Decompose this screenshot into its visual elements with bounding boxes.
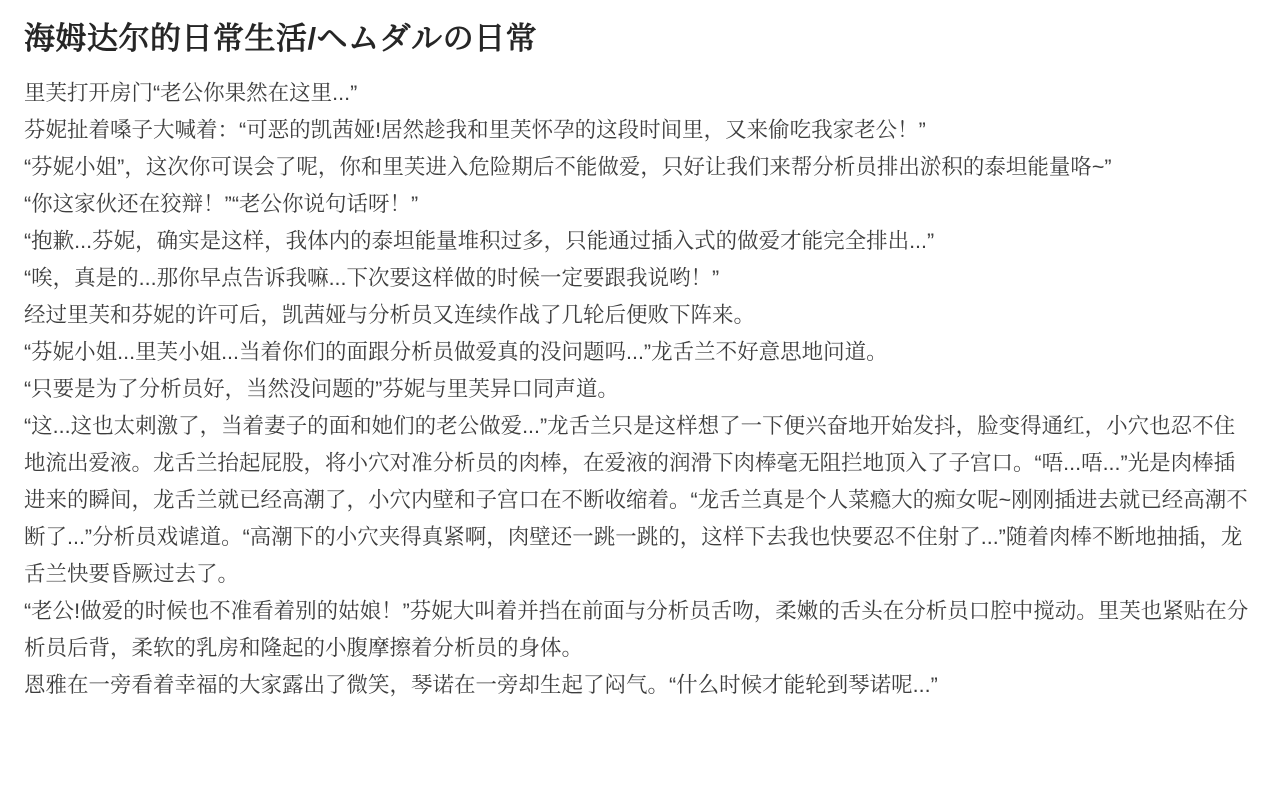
paragraph: “抱歉...芬妮，确实是这样，我体内的泰坦能量堆积过多，只能通过插入式的做爱才能完全排出...”: [24, 228, 935, 253]
paragraph: “芬妮小姐...里芙小姐...当着你们的面跟分析员做爱真的没问题吗...”龙舌兰不好意思地问道。: [24, 339, 888, 364]
paragraph: 经过里芙和芬妮的许可后，凯茜娅与分析员又连续作战了几轮后便败下阵来。: [24, 302, 756, 327]
page-title: 海姆达尔的日常生活/ヘムダルの日常: [24, 21, 538, 56]
paragraph: “你这家伙还在狡辩！”“老公你说句话呀！”: [24, 191, 419, 216]
paragraph: “唉，真是的...那你早点告诉我嘛...下次要这样做的时候一定要跟我说哟！”: [24, 265, 720, 290]
document-body: [24, 75, 1256, 704]
paragraph: 恩雅在一旁看着幸福的大家露出了微笑，琴诺在一旁却生起了闷气。“什么时候才能轮到琴诺呢...”: [24, 672, 938, 697]
paragraph: “老公!做爱的时候也不准看着别的姑娘！”芬妮大叫着并挡在前面与分析员舌吻，柔嫩的舌头在分析员口腔中搅动。里芙也紧贴在分析员后背，柔软的乳房和隆起的小腹摩擦着分析员的身体。: [24, 598, 1249, 660]
paragraph: “芬妮小姐”，这次你可误会了呢，你和里芙进入危险期后不能做爱，只好让我们来帮分析员排出淤积的泰坦能量咯~”: [24, 154, 1112, 179]
paragraph: 里芙打开房门“老公你果然在这里...”: [24, 80, 358, 105]
paragraph: “只要是为了分析员好，当然没问题的”芬妮与里芙异口同声道。: [24, 376, 619, 401]
paragraph: 芬妮扯着嗓子大喊着：“可恶的凯茜娅!居然趁我和里芙怀孕的这段时间里，又来偷吃我家老公！”: [24, 117, 926, 142]
paragraph: “这...这也太刺激了，当着妻子的面和她们的老公做爱...”龙舌兰只是这样想了一下便兴奋地开始发抖，脸变得通红，小穴也忍不住地流出爱液。龙舌兰抬起屁股，将小穴对准分析员的肉棒，在爱液的润滑下肉棒毫无阻拦地顶入了子宫口。“唔...唔...”光是肉棒插进来的瞬间，龙舌兰就已经高潮了，小穴内壁和子宫口在不断收缩着。“龙舌兰真是个人菜瘾大的痴女呢~刚刚插进去就已经高潮不断了...”分析员戏谑道。“高潮下的小穴夹得真紧啊，肉壁还一跳一跳的，这样下去我也快要忍不住射了...”随着肉棒不断地抽插，龙舌兰快要昏厥过去了。: [24, 413, 1248, 586]
